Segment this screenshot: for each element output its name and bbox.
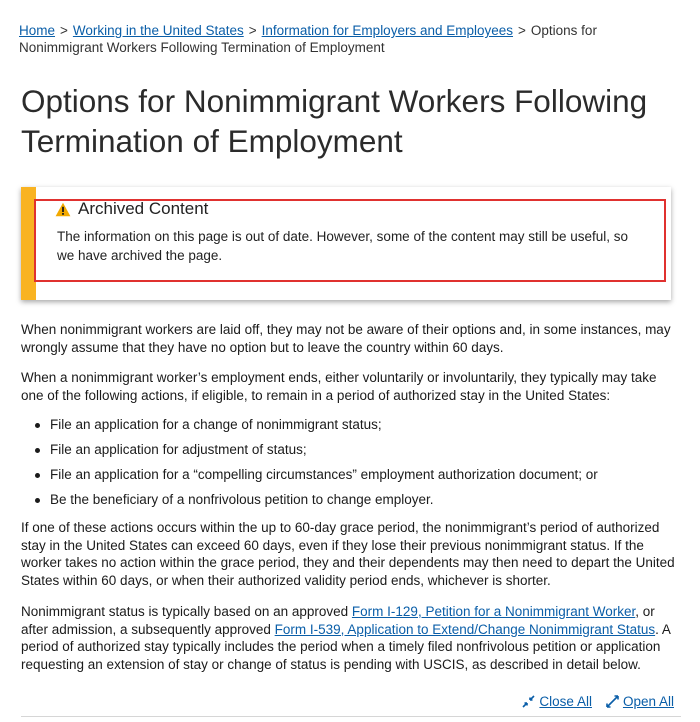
- open-all-button[interactable]: [606, 694, 674, 709]
- options-list: [21, 416, 661, 516]
- breadcrumb-separator: >: [518, 23, 526, 38]
- breadcrumb-separator: >: [248, 23, 257, 38]
- close-all-button[interactable]: [522, 694, 592, 709]
- expand-arrows-icon: [606, 695, 619, 708]
- list-item: File an application for a “compelling circumstances” employment authorization document; or: [21, 466, 661, 491]
- breadcrumb-home-link[interactable]: Home: [19, 23, 56, 38]
- status-paragraph: [21, 603, 681, 673]
- breadcrumb-current: Options for Nonimmigrant Workers Following Termination of Employment: [19, 23, 597, 55]
- status-text-a: Nonimmigrant status is typically based on an approved: [21, 604, 352, 619]
- breadcrumb: [19, 22, 679, 56]
- warning-triangle-icon: [55, 202, 71, 217]
- grace-period-paragraph: If one of these actions occurs within the up to 60-day grace period, the nonimmigrant’s period of authorized stay in the United States can exceed 60 days, even if they lose their previous nonimmigrant status. If the worker takes no action within the grace period, they and their dependents may then need to depart the United States within 60 days, or when their authorized validity period ends, whichever is shorter.: [21, 520, 675, 588]
- notice-body: The information on this page is out of date. However, some of the content may still be useful, so we have archived the page.: [57, 229, 629, 263]
- list-item: File an application for a change of nonimmigrant status;: [21, 416, 661, 441]
- actions-paragraph: When a nonimmigrant worker’s employment ends, either voluntarily or involuntarily, they typically may take one of the following actions, if eligible, to remain in a period of authorized stay in the United States:: [21, 370, 657, 403]
- section-divider: [21, 716, 681, 717]
- form-i129-link[interactable]: Form I-129, Petition for a Nonimmigrant Worker: [351, 604, 636, 619]
- breadcrumb-separator: >: [60, 23, 68, 38]
- status-text-c: . A period of authorized stay typically includes the period when a timely filed nonfrivolous petition or application requesting an extension of stay or change of status is pending with USCIS, as described in detail below.: [21, 621, 671, 672]
- form-i539-link[interactable]: Form I-539, Application to Extend/Change Nonimmigrant Status: [274, 621, 656, 637]
- intro-paragraph: When nonimmigrant workers are laid off, they may not be aware of their options and, in some instances, may wrongly assume that they have no option but to leave the country within 60 days.: [21, 322, 671, 355]
- list-item: Be the beneficiary of a nonfrivolous petition to change employer.: [21, 491, 661, 516]
- page-title: Options for Nonimmigrant Workers Following Termination of Employment: [21, 83, 648, 159]
- list-item: File an application for adjustment of status;: [21, 441, 661, 466]
- notice-title: Archived Content: [78, 199, 209, 218]
- close-all-label: Close All: [539, 694, 592, 709]
- breadcrumb-employers-link[interactable]: Information for Employers and Employees: [261, 23, 514, 38]
- breadcrumb-working-link[interactable]: Working in the United States: [72, 23, 244, 38]
- accordion-controls: [522, 694, 674, 709]
- collapse-arrows-icon: [522, 695, 535, 708]
- open-all-label: Open All: [622, 694, 674, 709]
- archived-content-notice: [21, 187, 671, 300]
- notice-header: [55, 199, 208, 219]
- status-text-b: , or after admission, a subsequently approved: [21, 604, 655, 637]
